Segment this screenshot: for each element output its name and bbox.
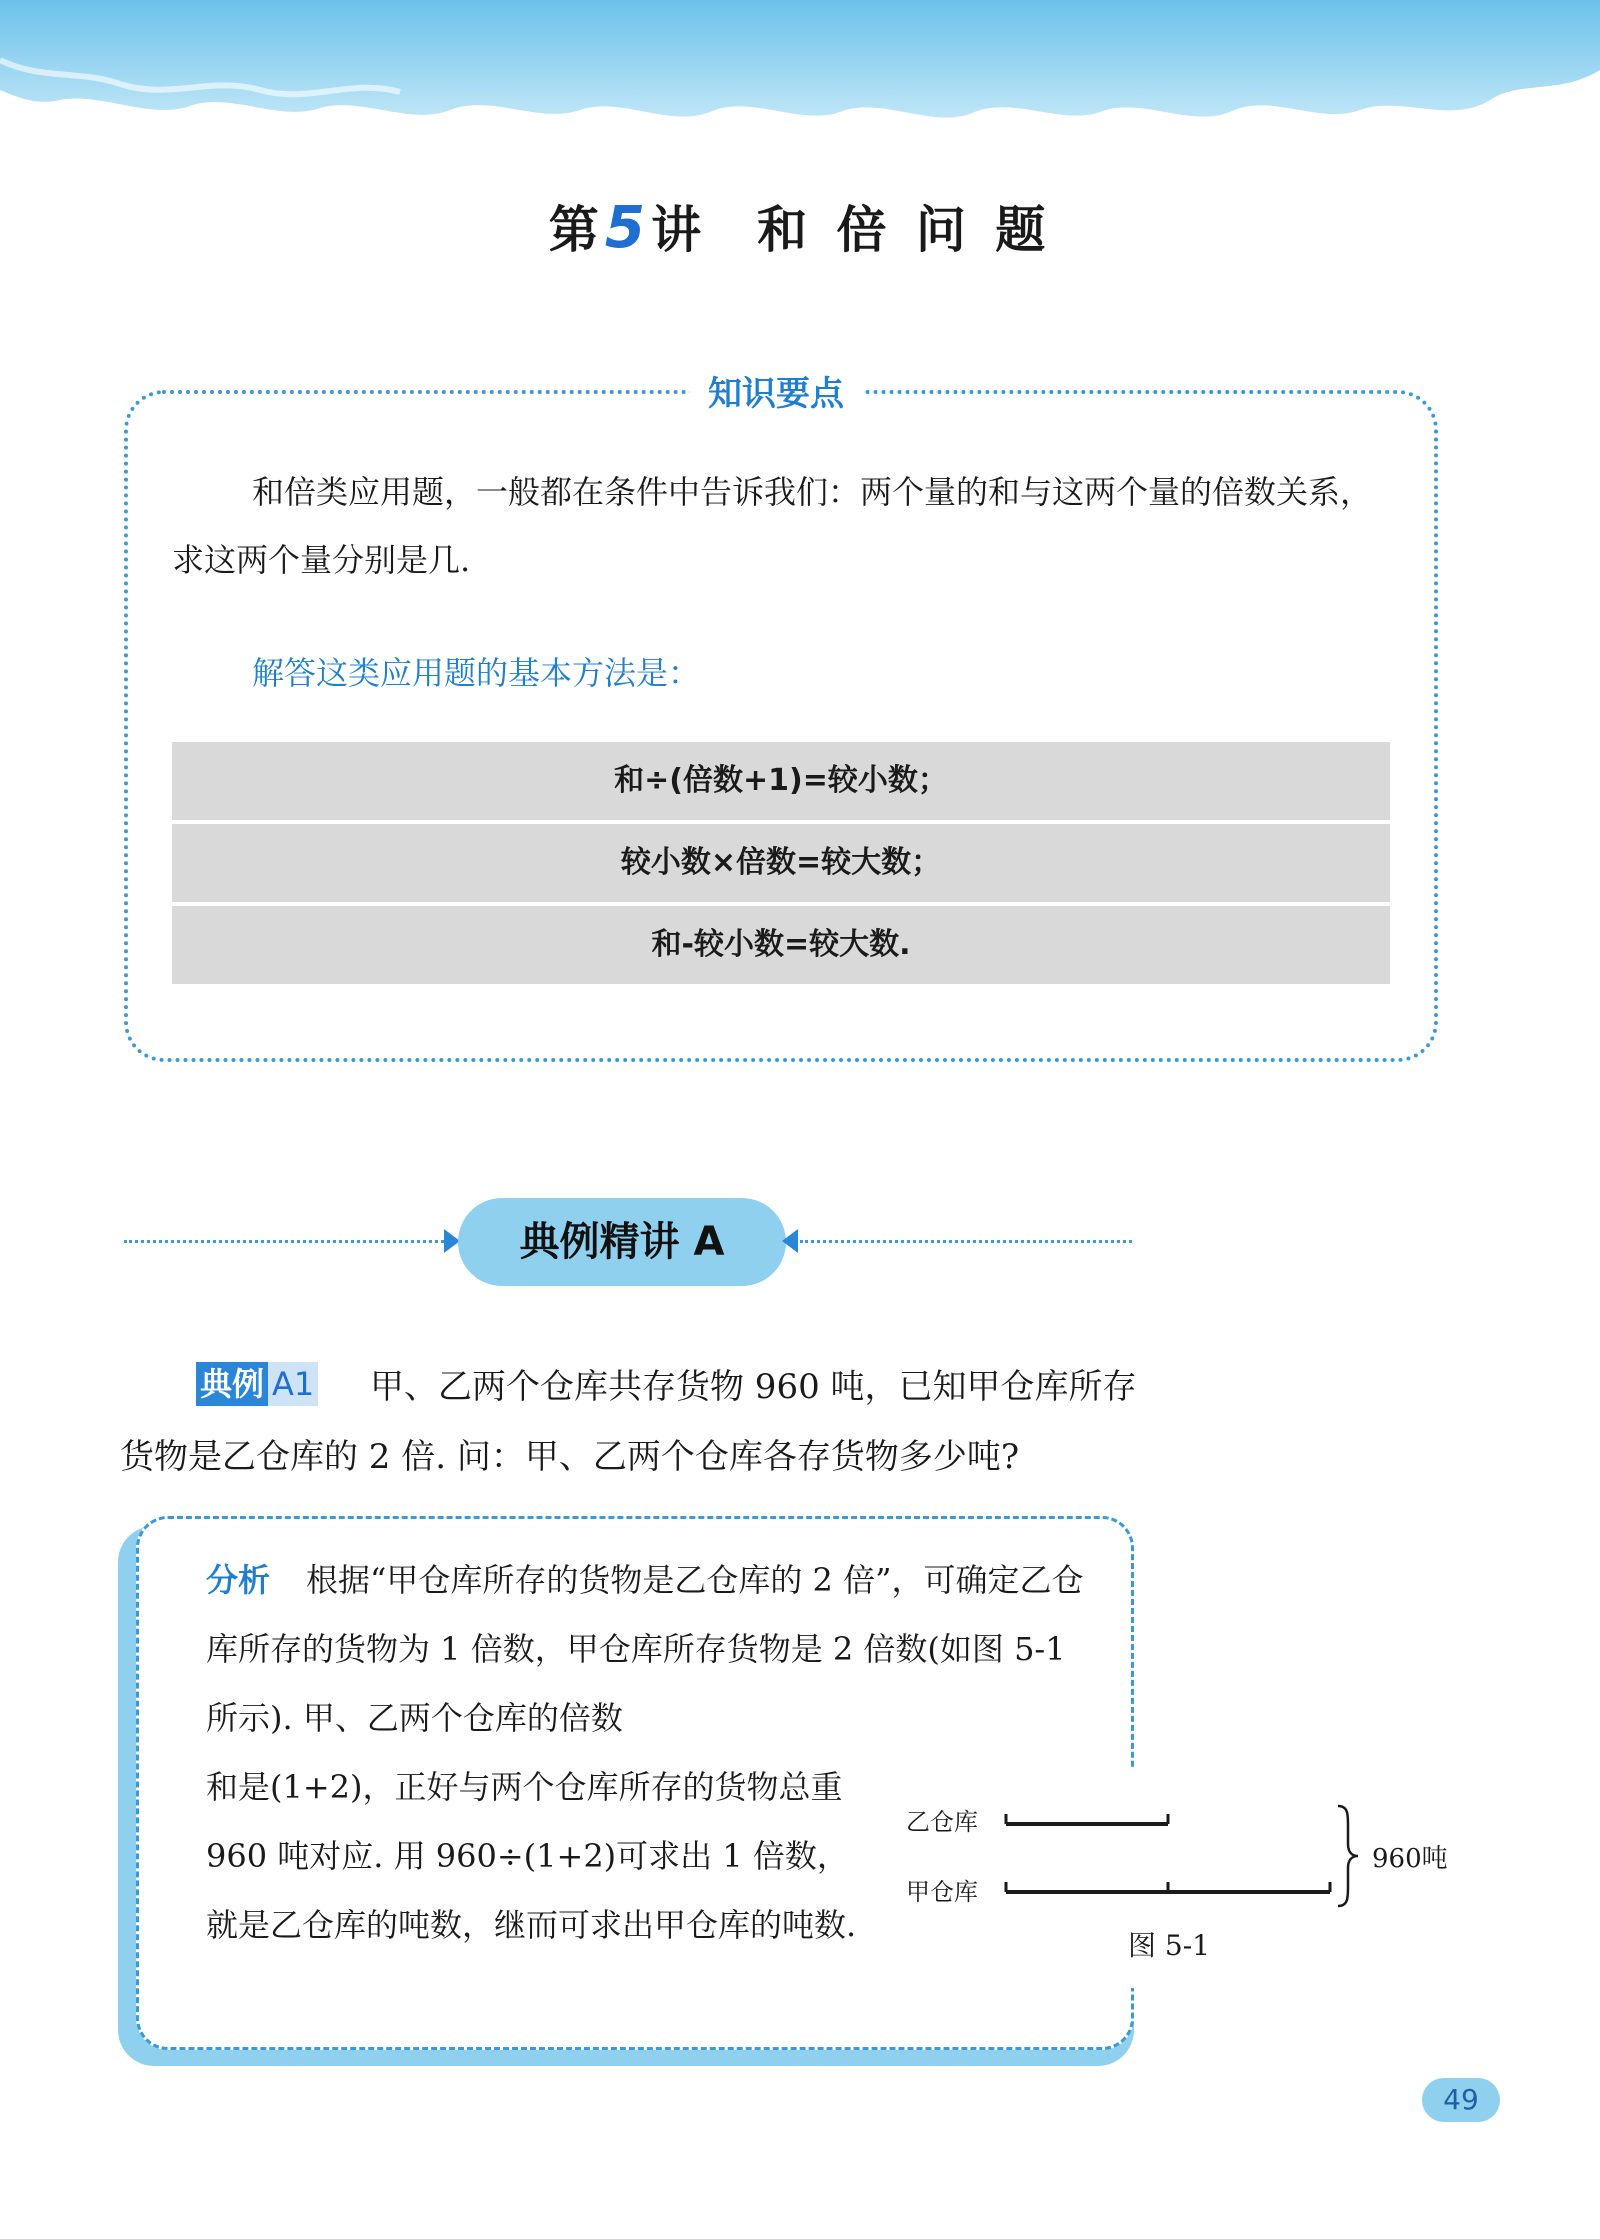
analysis-label: 分析 <box>206 1561 271 1599</box>
page-title <box>0 190 1600 262</box>
title-topic: 和 倍 问 题 <box>757 200 1052 259</box>
title-suffix: 讲 <box>651 200 708 259</box>
arrow-left-icon <box>782 1229 798 1253</box>
figure-total-label: 960吨 <box>1372 1844 1448 1874</box>
knowledge-label: 知识要点 <box>690 366 862 415</box>
example-tag-id: A1 <box>268 1362 318 1406</box>
section-divider-left <box>124 1240 444 1243</box>
analysis-lines-narrow: 和是(1+2)，正好与两个仓库所存的货物总重 960 吨对应. 用 960÷(1+2)可求出 1 倍数，就是乙仓库的吨数，继而可求出甲仓库的吨数. <box>206 1768 857 1944</box>
formula-row: 和-较小数=较大数. <box>172 906 1390 984</box>
formula-row: 较小数×倍数=较大数； <box>172 824 1390 902</box>
lecture-number: 5 <box>604 193 652 261</box>
segment-diagram <box>990 1800 1370 1920</box>
method-intro: 解答这类应用题的基本方法是： <box>252 654 701 692</box>
formula-row: 和÷(倍数+1)=较小数； <box>172 742 1390 820</box>
label-jia-warehouse: 甲仓库 <box>906 1878 978 1906</box>
section-divider-right <box>800 1240 1132 1243</box>
page-number: 49 <box>1422 2078 1500 2122</box>
sky-banner <box>0 0 1600 150</box>
knowledge-paragraph: 和倍类应用题，一般都在条件中告诉我们：两个量的和与这两个量的倍数关系，求这两个量分别是几. <box>172 473 1373 579</box>
title-prefix: 第 <box>548 200 605 259</box>
example-tag-main: 典例 <box>196 1362 268 1406</box>
analysis-lines-wide: 根据“甲仓库所存的货物是乙仓库的 2 倍”，可确定乙仓库所存的货物为 1 倍数，甲仓库所存货物是 2 倍数(如图 5-1 所示). 甲、乙两个仓库的倍数 <box>206 1561 1084 1737</box>
example-tag <box>196 1362 318 1406</box>
section-title: 典例精讲 A <box>458 1198 786 1286</box>
figure-caption: 图 5-1 <box>1128 1929 1210 1962</box>
brace-icon <box>1338 1806 1358 1906</box>
label-yi-warehouse: 乙仓库 <box>906 1808 978 1836</box>
example-text: 甲、乙两个仓库共存货物 960 吨，已知甲仓库所存货物是乙仓库的 2 倍. 问：甲、乙两个仓库各存货物多少吨? <box>120 1367 1137 1477</box>
